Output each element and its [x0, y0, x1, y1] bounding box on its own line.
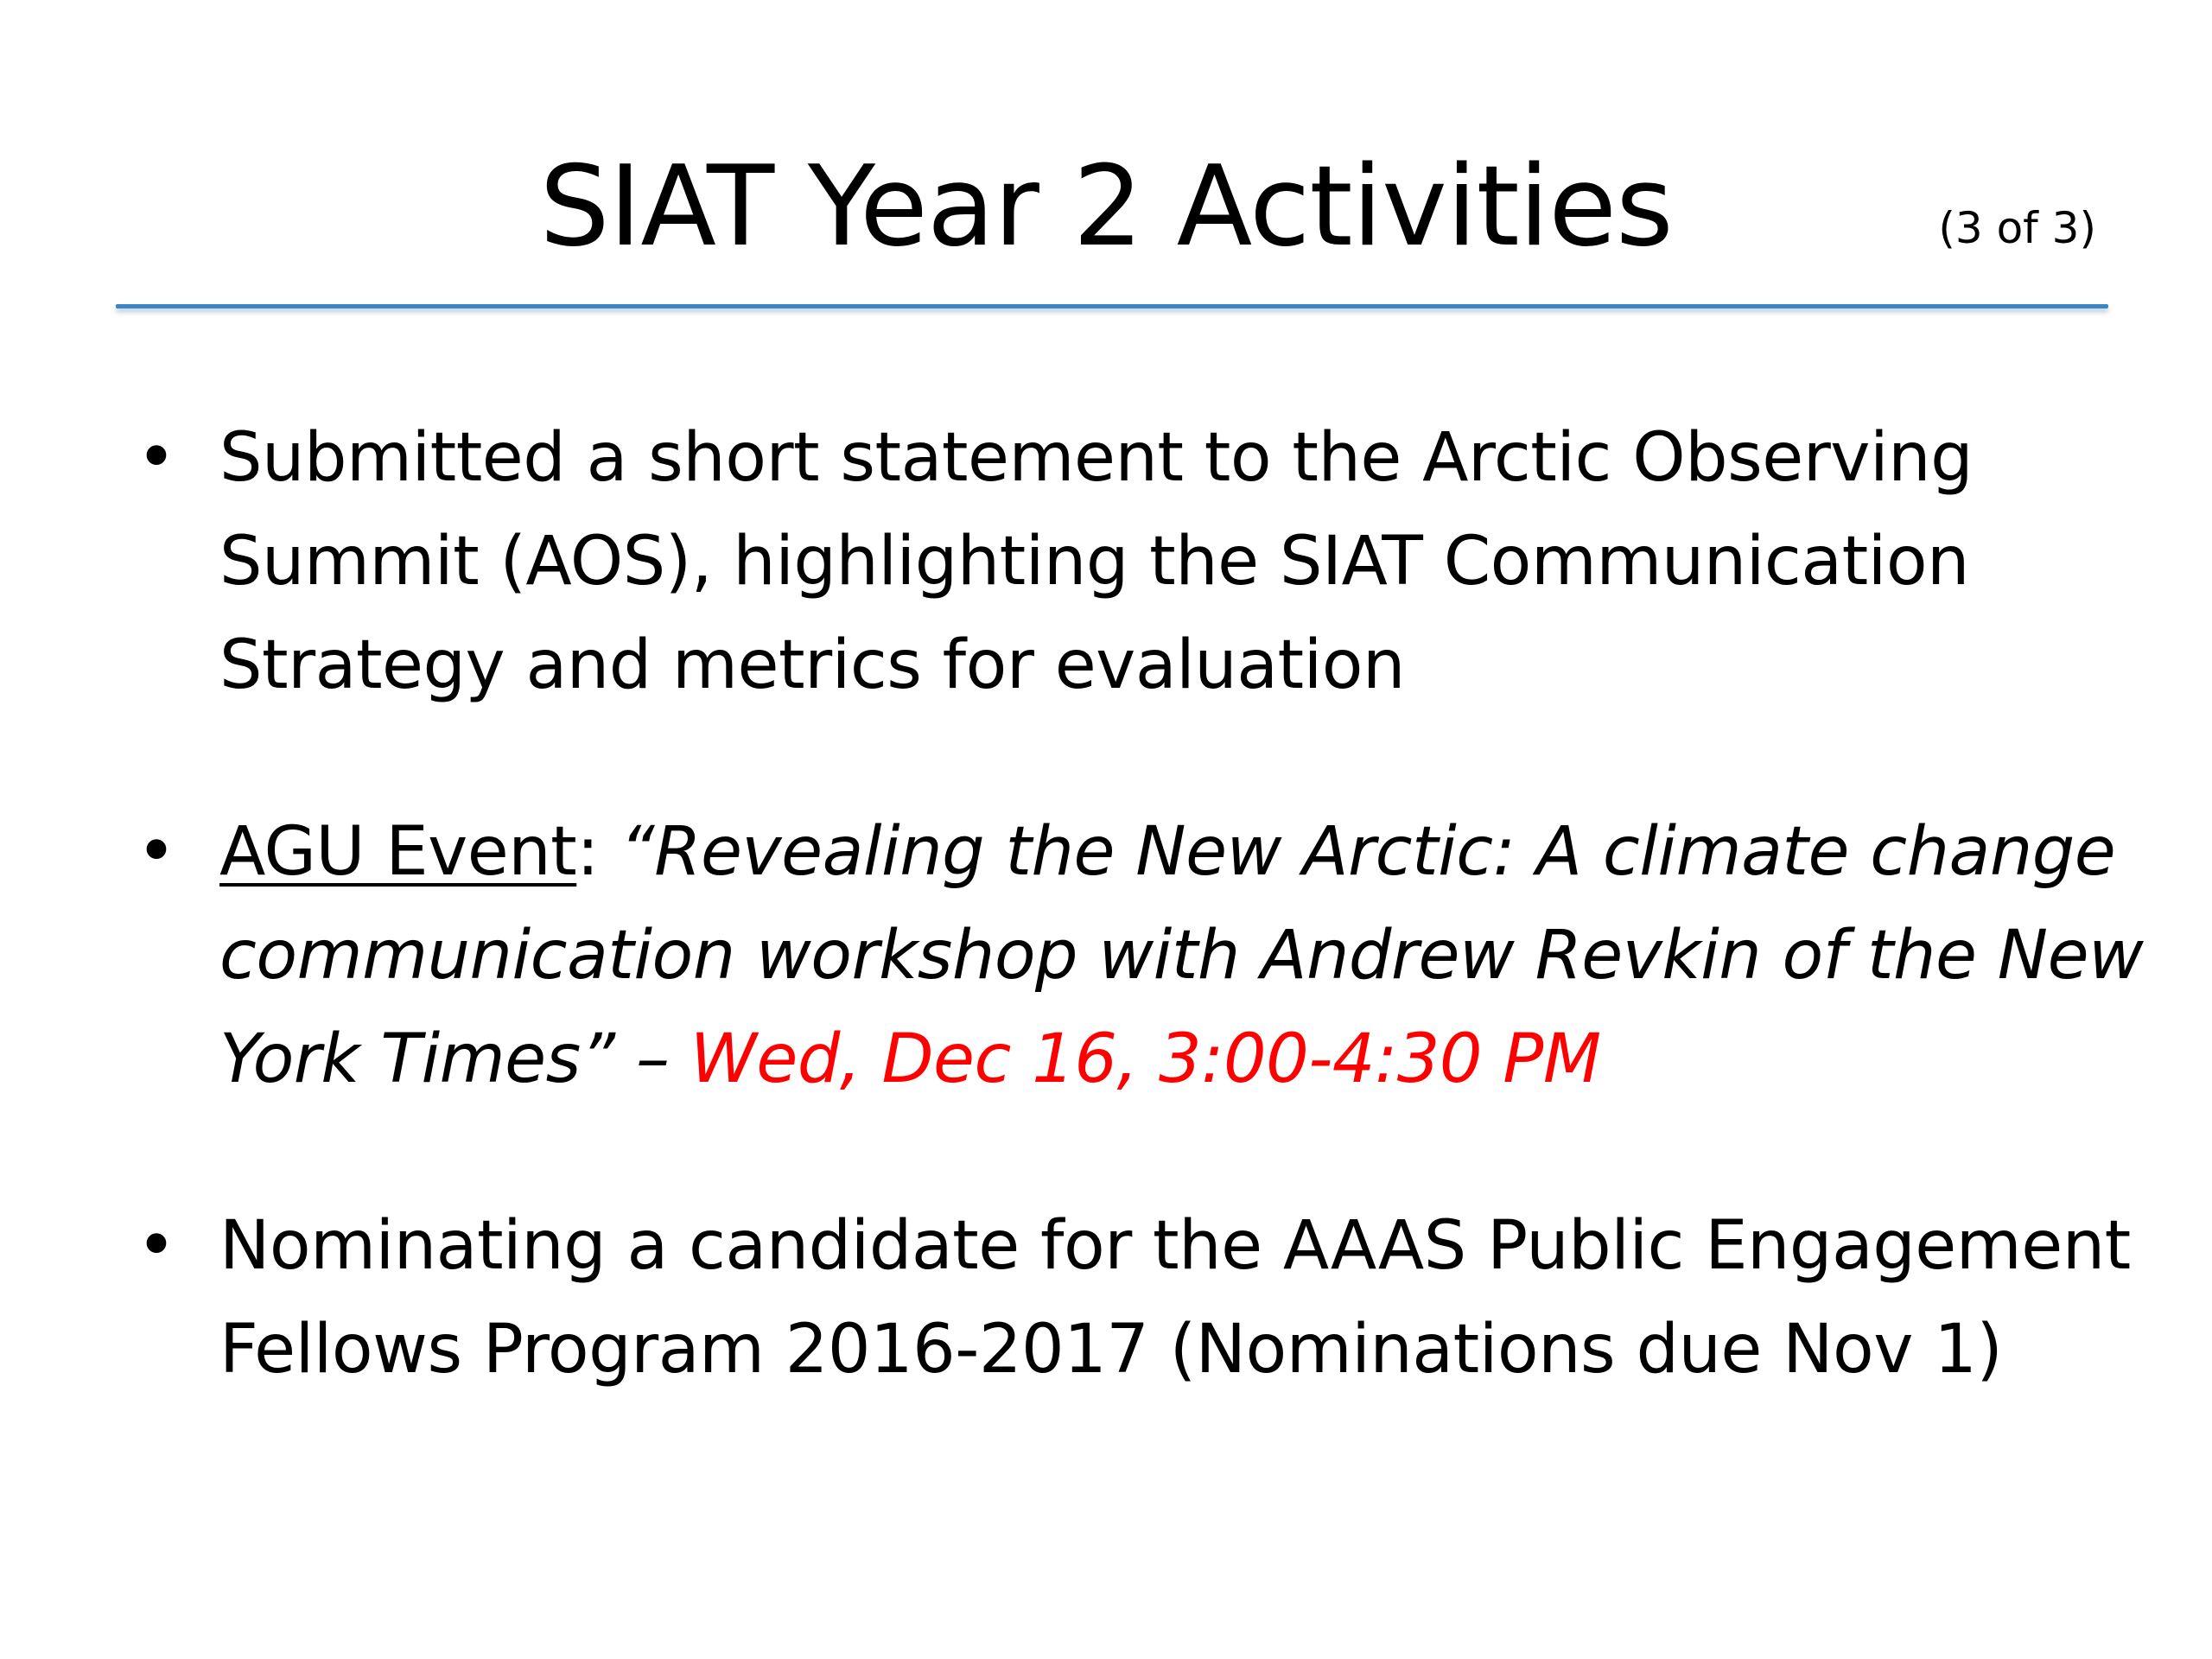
agu-event-separator: :: [576, 813, 600, 891]
page-indicator: (3 of 3): [1938, 203, 2096, 253]
bullet-text: Nominating a candidate for the AAAS Public Engagement Fellows Program 2016-2017 (Nominations due Nov 1): [219, 1207, 2131, 1389]
bullet-icon: •: [137, 419, 176, 497]
bullet-text: Submitted a short statement to the Arctic Observing Summit (AOS), highlighting the SIAT Communication Strategy and metrics for evaluation: [219, 419, 1974, 704]
bullet-item-aaas-nomination: [130, 1194, 2177, 1402]
agu-event-label: AGU Event: [219, 813, 577, 891]
slide-title: SIAT Year 2 Activities: [539, 143, 1673, 271]
bullet-icon: •: [137, 813, 176, 891]
bullet-item-aos-statement: [130, 406, 2177, 717]
bullet-list: [130, 406, 2177, 1484]
bullet-item-agu-event: [130, 800, 2177, 1111]
bullet-icon: •: [137, 1207, 176, 1285]
title-divider: [116, 304, 2108, 308]
agu-event-quote: “Revealing the New Arctic: A climate change communication workshop with Andrew Revkin of the New York Times” –: [219, 813, 2144, 1098]
agu-event-date: Wed, Dec 16, 3:00-4:30 PM: [690, 1020, 1601, 1098]
